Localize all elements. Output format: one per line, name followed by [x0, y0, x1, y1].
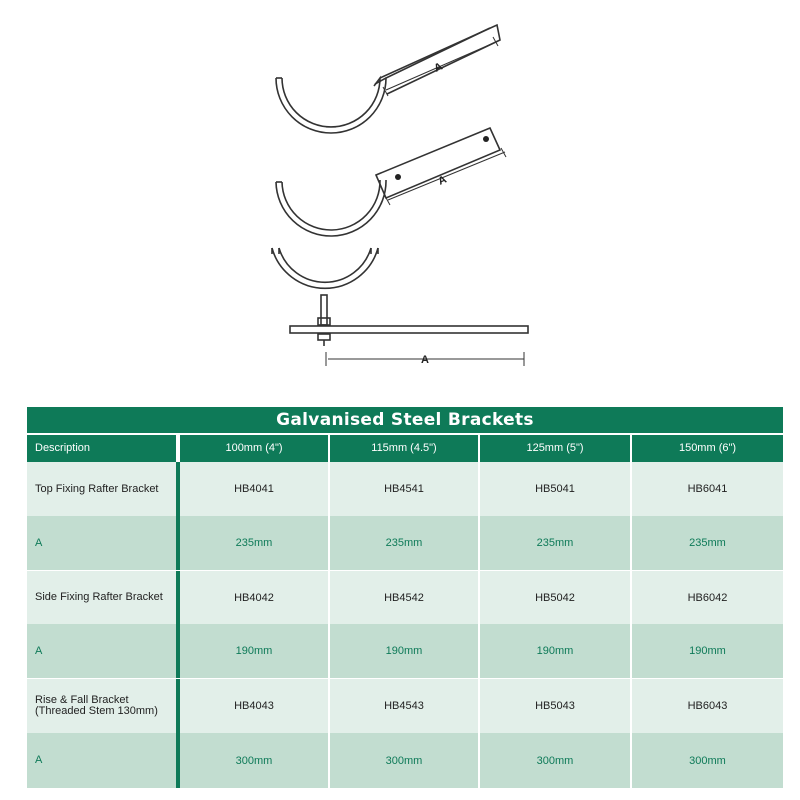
- column-divider: [630, 435, 632, 788]
- column-header-description: Description: [27, 435, 176, 462]
- table-cell: HB5042: [480, 571, 630, 624]
- table-cell: HB4542: [330, 571, 478, 624]
- table-cell: 190mm: [480, 624, 630, 678]
- table-cell: HB4041: [180, 462, 328, 516]
- top-fixing-rafter-bracket-drawing: [276, 25, 500, 133]
- column-header-115mm: 115mm (4.5"): [330, 435, 478, 462]
- column-header-150mm: 150mm (6"): [632, 435, 783, 462]
- table-cell: 235mm: [632, 516, 783, 570]
- table-cell: 300mm: [330, 733, 478, 788]
- fixing-hole-icon: [395, 174, 401, 180]
- fixing-hole-icon: [483, 136, 489, 142]
- dimension-label-a: A: [432, 60, 445, 75]
- table-row-description: Rise & Fall Bracket (Threaded Stem 130mm): [27, 679, 176, 733]
- table-cell: 190mm: [330, 624, 478, 678]
- side-fixing-rafter-bracket-drawing: [276, 128, 506, 236]
- table-cell: HB4042: [180, 571, 328, 624]
- dimension-label-a: A: [436, 173, 449, 188]
- table-cell: 300mm: [632, 733, 783, 788]
- column-divider: [176, 435, 180, 462]
- table-cell: 190mm: [180, 624, 328, 678]
- table-cell: 300mm: [480, 733, 630, 788]
- table-row-description: A: [27, 733, 176, 788]
- table-cell: HB4543: [330, 679, 478, 733]
- table-cell: HB6042: [632, 571, 783, 624]
- column-header-125mm: 125mm (5"): [480, 435, 630, 462]
- table-cell: 235mm: [180, 516, 328, 570]
- table-cell: HB6043: [632, 679, 783, 733]
- table-cell: 300mm: [180, 733, 328, 788]
- table-cell: HB4043: [180, 679, 328, 733]
- dimension-label-a: A: [421, 354, 429, 366]
- table-cell: 190mm: [632, 624, 783, 678]
- table-row-description: Side Fixing Rafter Bracket: [27, 571, 176, 624]
- brackets-table: [27, 407, 783, 788]
- table-row-description: Top Fixing Rafter Bracket: [27, 462, 176, 516]
- column-divider: [478, 435, 480, 788]
- table-row-description: A: [27, 516, 176, 570]
- table-cell: 235mm: [480, 516, 630, 570]
- table-cell: HB5043: [480, 679, 630, 733]
- table-row-description: A: [27, 624, 176, 678]
- table-cell: 235mm: [330, 516, 478, 570]
- row-divider: [27, 678, 783, 679]
- rise-and-fall-bracket-drawing: [272, 248, 528, 366]
- table-cell: HB6041: [632, 462, 783, 516]
- description-divider-bar: [176, 462, 180, 788]
- column-divider: [328, 435, 330, 788]
- table-title: Galvanised Steel Brackets: [27, 407, 783, 433]
- column-header-100mm: 100mm (4"): [180, 435, 328, 462]
- row-divider: [27, 570, 783, 571]
- table-cell: HB4541: [330, 462, 478, 516]
- table-cell: HB5041: [480, 462, 630, 516]
